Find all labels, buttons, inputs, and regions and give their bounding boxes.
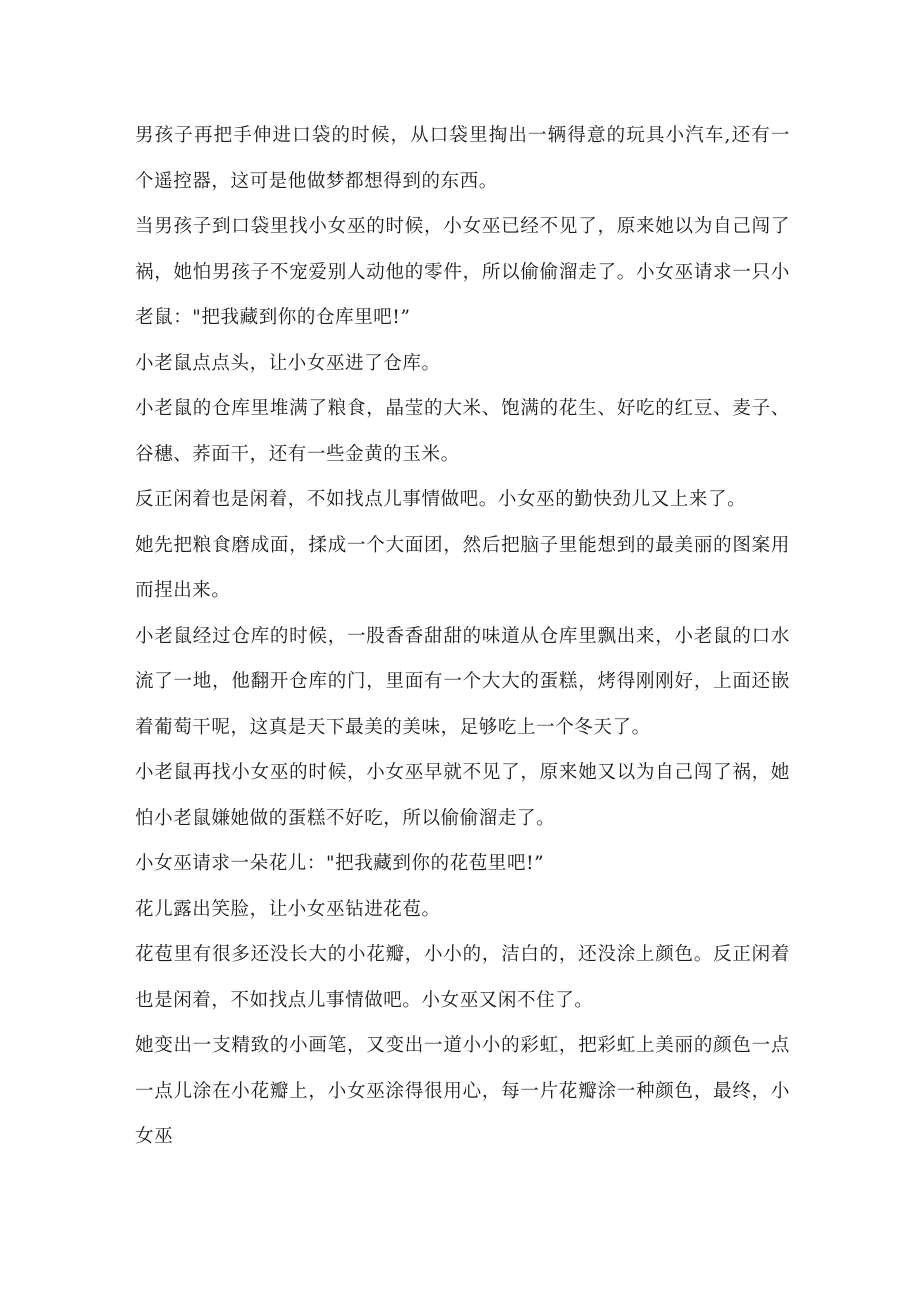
paragraph-10: 花儿露出笑脸，让小女巫钻进花苞。 <box>135 898 441 920</box>
paragraph-6: 她先把粮食磨成面，揉成一个大面团，然后把脑子里能想到的最美丽的图案用而捏出来。 <box>135 534 790 601</box>
paragraph-11: 花苞里有很多还没长大的小花瓣，小小的，洁白的，还没涂上颜色。反正闲着也是闲着，不如找点儿事情做吧。小女巫又闲不住了。 <box>135 944 790 1011</box>
paragraph-5: 反正闲着也是闲着，不如找点儿事情做吧。小女巫的勤快劲儿又上来了。 <box>135 489 747 510</box>
paragraph-3: 小老鼠点点头，让小女巫进了仓库。 <box>135 352 441 374</box>
paragraph-7: 小老鼠经过仓库的时候，一股香香甜甜的味道从仓库里飘出来，小老鼠的口水流了一地，他翻开仓库的门，里面有一个大大的蛋糕，烤得刚刚好，上面还嵌着葡萄干呢，这真是天下最美的美味，足够吃上一个冬天了。 <box>135 625 790 738</box>
story-body <box>135 113 790 1160</box>
paragraph-4: 小老鼠的仓库里堆满了粮食，晶莹的大米、饱满的花生、好吃的红豆、麦子、谷穗、荞面干，还有一些金黄的玉米。 <box>135 398 790 465</box>
paragraph-8: 小老鼠再找小女巫的时候，小女巫早就不见了，原来她又以为自己闯了祸，她怕小老鼠嫌她做的蛋糕不好吃，所以偷偷溜走了。 <box>135 762 790 829</box>
paragraph-9: 小女巫请求一朵花儿："把我藏到你的花苞里吧!” <box>135 853 545 874</box>
paragraph-12: 她变出一支精致的小画笔，又变出一道小小的彩虹，把彩虹上美丽的颜色一点一点儿涂在小花瓣上，小女巫涂得很用心，每一片花瓣涂一种颜色，最终，小女巫 <box>135 1035 790 1147</box>
paragraph-1: 男孩子再把手伸进口袋的时候，从口袋里掏出一辆得意的玩具小汽车,还有一个遥控器，这可是他做梦都想得到的东西。 <box>135 125 790 192</box>
paragraph-2: 当男孩子到口袋里找小女巫的时候，小女巫已经不见了，原来她以为自己闯了祸，她怕男孩子不宠爱别人动他的零件，所以偷偷溜走了。小女巫请求一只小老鼠："把我藏到你的仓库里吧!” <box>135 216 790 328</box>
